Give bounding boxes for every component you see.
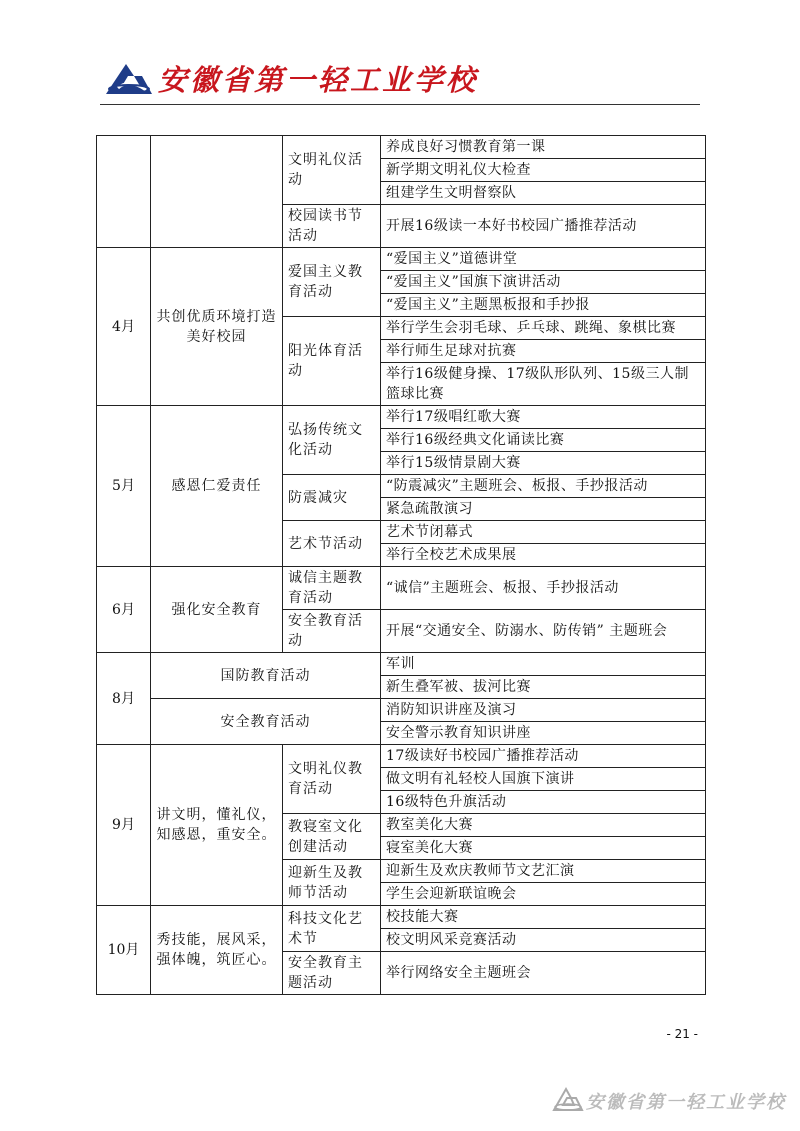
category-cell: 诚信主题教育活动 xyxy=(283,567,381,610)
activity-cell: “防震减灾”主题班会、板报、手抄报活动 xyxy=(381,475,706,498)
table-row xyxy=(97,906,706,929)
theme-cell: 感恩仁爱责任 xyxy=(151,406,283,567)
activity-cell: 艺术节闭幕式 xyxy=(381,521,706,544)
activity-cell: 做文明有礼轻校人国旗下演讲 xyxy=(381,768,706,791)
category-cell: 文明礼仪活动 xyxy=(283,136,381,205)
activity-cell: 举行师生足球对抗赛 xyxy=(381,340,706,363)
header-divider xyxy=(100,104,700,105)
activity-cell: 消防知识讲座及演习 xyxy=(381,699,706,722)
activity-cell: 组建学生文明督察队 xyxy=(381,182,706,205)
activity-cell: 举行学生会羽毛球、乒乓球、跳绳、象棋比赛 xyxy=(381,317,706,340)
month-cell: 4月 xyxy=(97,248,151,406)
activity-cell: 迎新生及欢庆教师节文艺汇演 xyxy=(381,860,706,883)
activity-cell: 17级读好书校园广播推荐活动 xyxy=(381,745,706,768)
footer-logo-icon xyxy=(552,1086,584,1112)
activity-cell: 举行全校艺术成果展 xyxy=(381,544,706,567)
page-footer xyxy=(552,1082,792,1118)
category-cell: 迎新生及教师节活动 xyxy=(283,860,381,906)
school-name: 安徽省第一轻工业学校 xyxy=(158,63,479,97)
category-cell: 爱国主义教育活动 xyxy=(283,248,381,317)
month-cell: 10月 xyxy=(97,906,151,995)
activity-cell: 养成良好习惯教育第一课 xyxy=(381,136,706,159)
activity-cell: 举行网络安全主题班会 xyxy=(381,952,706,995)
category-cell: 文明礼仪教育活动 xyxy=(283,745,381,814)
activity-cell: 16级特色升旗活动 xyxy=(381,791,706,814)
activity-cell: 开展16级读一本好书校园广播推荐活动 xyxy=(381,205,706,248)
category-cell: 安全教育活动 xyxy=(151,699,381,745)
category-cell: 安全教育主题活动 xyxy=(283,952,381,995)
category-cell: 防震减灾 xyxy=(283,475,381,521)
activity-cell: 举行16级健身操、17级队形队列、15级三人制篮球比赛 xyxy=(381,363,706,406)
month-cell: 9月 xyxy=(97,745,151,906)
activity-cell: 校技能大赛 xyxy=(381,906,706,929)
activity-cell: 新学期文明礼仪大检查 xyxy=(381,159,706,182)
category-cell: 科技文化艺术节 xyxy=(283,906,381,952)
page-header xyxy=(100,52,700,104)
activity-cell: 学生会迎新联谊晚会 xyxy=(381,883,706,906)
category-cell: 校园读书节活动 xyxy=(283,205,381,248)
activity-cell: 开展“交通安全、防溺水、防传销” 主题班会 xyxy=(381,610,706,653)
footer-school-name: 安徽省第一轻工业学校 xyxy=(586,1092,786,1113)
month-cell xyxy=(97,136,151,248)
theme-cell xyxy=(151,136,283,248)
table-row xyxy=(97,653,706,676)
category-cell: 安全教育活动 xyxy=(283,610,381,653)
month-cell: 6月 xyxy=(97,567,151,653)
month-cell: 8月 xyxy=(97,653,151,745)
theme-cell: 讲文明，懂礼仪，知感恩，重安全。 xyxy=(151,745,283,906)
activity-plan-body xyxy=(97,136,706,995)
activity-cell: “爱国主义”主题黑板报和手抄报 xyxy=(381,294,706,317)
table-row xyxy=(97,745,706,768)
activity-cell: 紧急疏散演习 xyxy=(381,498,706,521)
table-row xyxy=(97,699,706,722)
activity-cell: “爱国主义”国旗下演讲活动 xyxy=(381,271,706,294)
activity-cell: 举行17级唱红歌大赛 xyxy=(381,406,706,429)
category-cell: 艺术节活动 xyxy=(283,521,381,567)
category-cell: 教寝室文化创建活动 xyxy=(283,814,381,860)
activity-plan-table xyxy=(96,135,706,995)
school-logo-icon xyxy=(104,60,154,96)
theme-cell: 秀技能，展风采，强体魄，筑匠心。 xyxy=(151,906,283,995)
table-row xyxy=(97,567,706,610)
theme-cell: 共创优质环境打造美好校园 xyxy=(151,248,283,406)
activity-cell: 举行15级情景剧大赛 xyxy=(381,452,706,475)
table-row xyxy=(97,136,706,159)
month-cell: 5月 xyxy=(97,406,151,567)
activity-cell: 校文明风采竞赛活动 xyxy=(381,929,706,952)
page-number: - 21 - xyxy=(666,1027,698,1041)
activity-cell: 寝室美化大赛 xyxy=(381,837,706,860)
category-cell: 阳光体育活动 xyxy=(283,317,381,406)
activity-cell: 安全警示教育知识讲座 xyxy=(381,722,706,745)
activity-cell: “诚信”主题班会、板报、手抄报活动 xyxy=(381,567,706,610)
category-cell: 国防教育活动 xyxy=(151,653,381,699)
activity-cell: “爱国主义”道德讲堂 xyxy=(381,248,706,271)
activity-cell: 新生叠军被、拔河比赛 xyxy=(381,676,706,699)
activity-cell: 教室美化大赛 xyxy=(381,814,706,837)
theme-cell: 强化安全教育 xyxy=(151,567,283,653)
activity-cell: 军训 xyxy=(381,653,706,676)
table-row xyxy=(97,406,706,429)
table-row xyxy=(97,248,706,271)
category-cell: 弘扬传统文化活动 xyxy=(283,406,381,475)
activity-cell: 举行16级经典文化诵读比赛 xyxy=(381,429,706,452)
